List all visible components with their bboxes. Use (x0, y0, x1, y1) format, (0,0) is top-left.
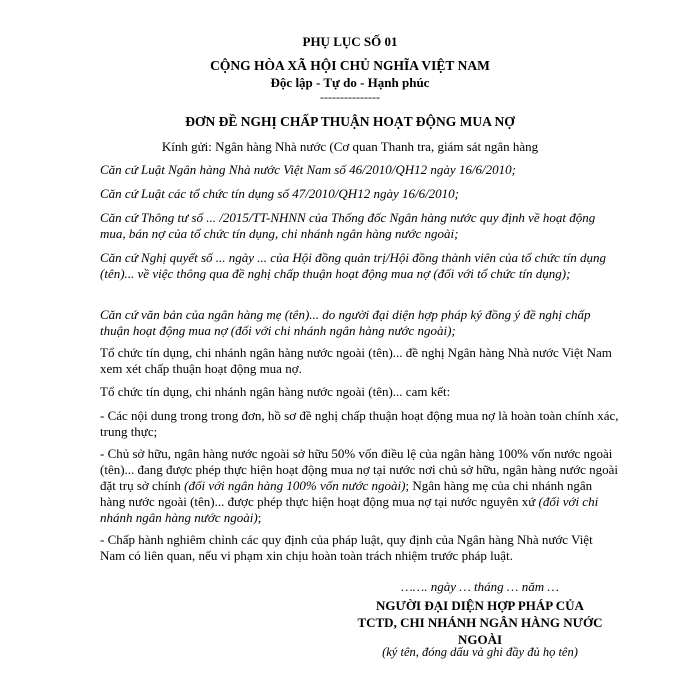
commitment-2-part-b: (đối với ngân hàng 100% vốn nước ngoài) (184, 478, 406, 493)
commitment-2-part-a: - Chủ sở hữu, ngân hàng nước ngoài sở hữu 50% vốn điều lệ của ngân hàng 100% vốn nước ngoài (tên)... đang được phép thực hiện hoạt động mua nợ tại nước nơi chủ sở hữu, ngân hàng nước ngoài đặt trụ sở chính (100, 446, 619, 493)
commitment-2-part-d: (đối với chi nhánh ngân hàng nước ngoài) (100, 494, 599, 525)
commitment-1: - Các nội dung trong trong đơn, hồ sơ đề nghị chấp thuận hoạt động mua nợ là hoàn toàn chính xác, trung thực; (100, 408, 619, 439)
national-title: CỘNG HÒA XÃ HỘI CHỦ NGHĨA VIỆT NAM (210, 58, 490, 73)
legal-basis-1: Căn cứ Luật Ngân hàng Nhà nước Việt Nam số 46/2010/QH12 ngày 16/6/2010; (100, 162, 516, 177)
legal-basis-4: Căn cứ Nghị quyết số ... ngày ... của Hội đồng quản trị/Hội đồng thành viên của tổ chức tín dụng (tên)... về việc thông qua đề nghị chấp thuận hoạt động mua nợ (đối với tổ chức tín dụng); (100, 250, 606, 281)
commitment-3: - Chấp hành nghiêm chỉnh các quy định của pháp luật, quy định của Ngân hàng Nhà nước Việt Nam có liên quan, nếu vi phạm xin chịu hoàn toàn trách nhiệm trước pháp luật. (100, 532, 593, 563)
legal-basis-2: Căn cứ Luật các tổ chức tín dụng số 47/2010/QH12 ngày 16/6/2010; (100, 186, 460, 201)
commitment-2 (100, 446, 620, 526)
signature-note: (ký tên, đóng dấu và ghi đầy đủ họ tên) (382, 645, 578, 659)
signature-date: ……. ngày … tháng … năm … (401, 579, 559, 594)
appendix-label: PHỤ LỤC SỐ 01 (302, 34, 398, 49)
commitment-2-part-e: ; (257, 510, 262, 525)
signature-title-line-1: NGƯỜI ĐẠI DIỆN HỢP PHÁP CỦA (376, 598, 584, 613)
signature-title (300, 597, 660, 648)
request-paragraph: Tổ chức tín dụng, chi nhánh ngân hàng nước ngoài (tên)... đề nghị Ngân hàng Nhà nước Việt Nam xem xét chấp thuận hoạt động mua nợ. (100, 345, 612, 376)
national-motto: Độc lập - Tự do - Hạnh phúc (270, 75, 430, 90)
signature-title-line-3: NGOÀI (457, 632, 503, 647)
document-title: ĐƠN ĐỀ NGHỊ CHẤP THUẬN HOẠT ĐỘNG MUA NỢ (185, 114, 515, 129)
signature-title-line-2: TCTD, CHI NHÁNH NGÂN HÀNG NƯỚC (357, 615, 603, 630)
commitment-intro: Tổ chức tín dụng, chi nhánh ngân hàng nước ngoài (tên)... cam kết: (100, 384, 451, 399)
recipient-line: Kính gửi: Ngân hàng Nhà nước (Cơ quan Thanh tra, giám sát ngân hàng (161, 139, 539, 154)
legal-basis-5: Căn cứ văn bản của ngân hàng mẹ (tên)... do người đại diện hợp pháp ký đồng ý đề nghị chấp thuận hoạt động mua nợ (đối với chi nhánh ngân hàng nước ngoài); (100, 307, 591, 338)
legal-basis-3: Căn cứ Thông tư số ... /2015/TT-NHNN của Thống đốc Ngân hàng nước quy định về hoạt động mua, bán nợ của tổ chức tín dụng, chi nhánh ngân hàng nước ngoài; (100, 210, 596, 241)
header-divider: --------------- (320, 90, 380, 104)
commitment-2-part-c: ; Ngân hàng mẹ của chi nhánh ngân hàng nước ngoài (tên)... được phép thực hiện hoạt động mua nợ tại nước nguyên xứ (100, 478, 593, 509)
